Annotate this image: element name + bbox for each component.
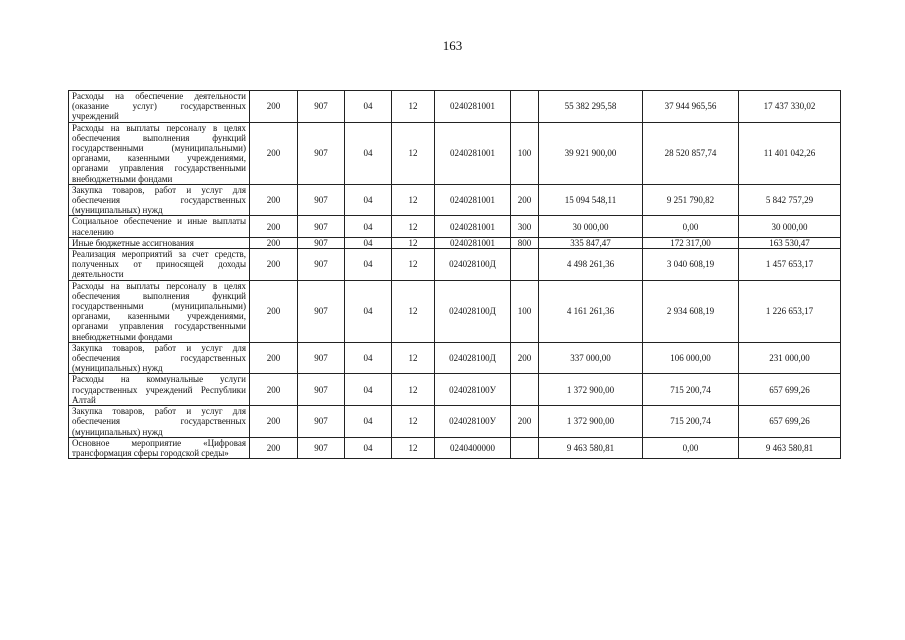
table-row: [69, 249, 841, 281]
planned-amount: 4 161 261,36: [539, 280, 643, 342]
remaining-amount: 9 463 580,81: [739, 437, 841, 458]
section-code: 04: [345, 249, 392, 281]
expense-type-code: 100: [511, 122, 539, 184]
planned-amount: 55 382 295,58: [539, 91, 643, 123]
executed-amount: 3 040 608,19: [643, 249, 739, 281]
expense-type-code: [511, 91, 539, 123]
planned-amount: 1 372 900,00: [539, 406, 643, 438]
expense-description: Иные бюджетные ассигнования: [69, 237, 250, 248]
planned-amount: 4 498 261,36: [539, 249, 643, 281]
table-row: [69, 122, 841, 184]
remaining-amount: 30 000,00: [739, 216, 841, 237]
ministry-code: 907: [298, 184, 345, 216]
expense-type-code: 300: [511, 216, 539, 237]
code-200: 200: [250, 249, 298, 281]
subsection-code: 12: [392, 249, 435, 281]
subsection-code: 12: [392, 216, 435, 237]
remaining-amount: 163 530,47: [739, 237, 841, 248]
code-200: 200: [250, 374, 298, 406]
subsection-code: 12: [392, 342, 435, 374]
planned-amount: 39 921 900,00: [539, 122, 643, 184]
table-row: [69, 406, 841, 438]
section-code: 04: [345, 122, 392, 184]
ministry-code: 907: [298, 122, 345, 184]
expense-type-code: [511, 374, 539, 406]
target-article-code: 024028100У: [435, 406, 511, 438]
table-row: [69, 374, 841, 406]
expense-type-code: 200: [511, 342, 539, 374]
expense-description: Основное мероприятие «Цифровая трансформация сферы городской среды»: [69, 437, 250, 458]
target-article-code: 0240400000: [435, 437, 511, 458]
expense-description: Реализация мероприятий за счет средств, полученных от приносящей доходы деятельности: [69, 249, 250, 281]
executed-amount: 106 000,00: [643, 342, 739, 374]
expense-type-code: 200: [511, 184, 539, 216]
code-200: 200: [250, 122, 298, 184]
section-code: 04: [345, 184, 392, 216]
section-code: 04: [345, 216, 392, 237]
expense-description: Закупка товаров, работ и услуг для обеспечения государственных (муниципальных) нужд: [69, 406, 250, 438]
section-code: 04: [345, 437, 392, 458]
code-200: 200: [250, 437, 298, 458]
executed-amount: 28 520 857,74: [643, 122, 739, 184]
subsection-code: 12: [392, 406, 435, 438]
table-row: [69, 237, 841, 248]
ministry-code: 907: [298, 249, 345, 281]
ministry-code: 907: [298, 91, 345, 123]
expense-description: Закупка товаров, работ и услуг для обеспечения государственных (муниципальных) нужд: [69, 342, 250, 374]
executed-amount: 715 200,74: [643, 374, 739, 406]
subsection-code: 12: [392, 280, 435, 342]
ministry-code: 907: [298, 216, 345, 237]
executed-amount: 172 317,00: [643, 237, 739, 248]
section-code: 04: [345, 237, 392, 248]
ministry-code: 907: [298, 406, 345, 438]
ministry-code: 907: [298, 280, 345, 342]
target-article-code: 0240281001: [435, 216, 511, 237]
code-200: 200: [250, 342, 298, 374]
remaining-amount: 1 226 653,17: [739, 280, 841, 342]
table-row: [69, 280, 841, 342]
expense-type-code: 200: [511, 406, 539, 438]
executed-amount: 0,00: [643, 216, 739, 237]
code-200: 200: [250, 216, 298, 237]
subsection-code: 12: [392, 237, 435, 248]
ministry-code: 907: [298, 342, 345, 374]
table-row: [69, 91, 841, 123]
executed-amount: 37 944 965,56: [643, 91, 739, 123]
ministry-code: 907: [298, 437, 345, 458]
section-code: 04: [345, 374, 392, 406]
executed-amount: 9 251 790,82: [643, 184, 739, 216]
executed-amount: 0,00: [643, 437, 739, 458]
remaining-amount: 17 437 330,02: [739, 91, 841, 123]
planned-amount: 335 847,47: [539, 237, 643, 248]
planned-amount: 9 463 580,81: [539, 437, 643, 458]
remaining-amount: 657 699,26: [739, 406, 841, 438]
expense-type-code: [511, 437, 539, 458]
table-row: [69, 437, 841, 458]
ministry-code: 907: [298, 374, 345, 406]
executed-amount: 715 200,74: [643, 406, 739, 438]
table-row: [69, 342, 841, 374]
expense-description: Расходы на выплаты персоналу в целях обеспечения выполнения функций государственными (муниципальными) органами, казенными учреждениями, органами управления государственными внебюджетными фондами: [69, 280, 250, 342]
expense-description: Расходы на коммунальные услуги государственных учреждений Республики Алтай: [69, 374, 250, 406]
ministry-code: 907: [298, 237, 345, 248]
remaining-amount: 231 000,00: [739, 342, 841, 374]
code-200: 200: [250, 406, 298, 438]
expense-description: Расходы на обеспечение деятельности (оказание услуг) государственных учреждений: [69, 91, 250, 123]
remaining-amount: 11 401 042,26: [739, 122, 841, 184]
target-article-code: 0240281001: [435, 91, 511, 123]
target-article-code: 024028100Д: [435, 280, 511, 342]
section-code: 04: [345, 406, 392, 438]
code-200: 200: [250, 237, 298, 248]
target-article-code: 024028100У: [435, 374, 511, 406]
table-row: [69, 184, 841, 216]
remaining-amount: 5 842 757,29: [739, 184, 841, 216]
section-code: 04: [345, 342, 392, 374]
page-number: 163: [442, 38, 463, 53]
section-code: 04: [345, 91, 392, 123]
target-article-code: 0240281001: [435, 237, 511, 248]
executed-amount: 2 934 608,19: [643, 280, 739, 342]
table-row: [69, 216, 841, 237]
expense-type-code: 800: [511, 237, 539, 248]
expense-type-code: [511, 249, 539, 281]
subsection-code: 12: [392, 437, 435, 458]
planned-amount: 30 000,00: [539, 216, 643, 237]
code-200: 200: [250, 184, 298, 216]
section-code: 04: [345, 280, 392, 342]
expense-description: Социальное обеспечение и иные выплаты населению: [69, 216, 250, 237]
target-article-code: 0240281001: [435, 122, 511, 184]
code-200: 200: [250, 91, 298, 123]
subsection-code: 12: [392, 122, 435, 184]
expense-type-code: 100: [511, 280, 539, 342]
target-article-code: 024028100Д: [435, 342, 511, 374]
expense-description: Расходы на выплаты персоналу в целях обеспечения выполнения функций государственными (муниципальными) органами, казенными учреждениями, органами управления государственными внебюджетными фондами: [69, 122, 250, 184]
code-200: 200: [250, 280, 298, 342]
subsection-code: 12: [392, 374, 435, 406]
target-article-code: 0240281001: [435, 184, 511, 216]
planned-amount: 15 094 548,11: [539, 184, 643, 216]
remaining-amount: 1 457 653,17: [739, 249, 841, 281]
remaining-amount: 657 699,26: [739, 374, 841, 406]
subsection-code: 12: [392, 184, 435, 216]
expense-description: Закупка товаров, работ и услуг для обеспечения государственных (муниципальных) нужд: [69, 184, 250, 216]
target-article-code: 024028100Д: [435, 249, 511, 281]
budget-table: [68, 90, 841, 459]
planned-amount: 337 000,00: [539, 342, 643, 374]
subsection-code: 12: [392, 91, 435, 123]
planned-amount: 1 372 900,00: [539, 374, 643, 406]
